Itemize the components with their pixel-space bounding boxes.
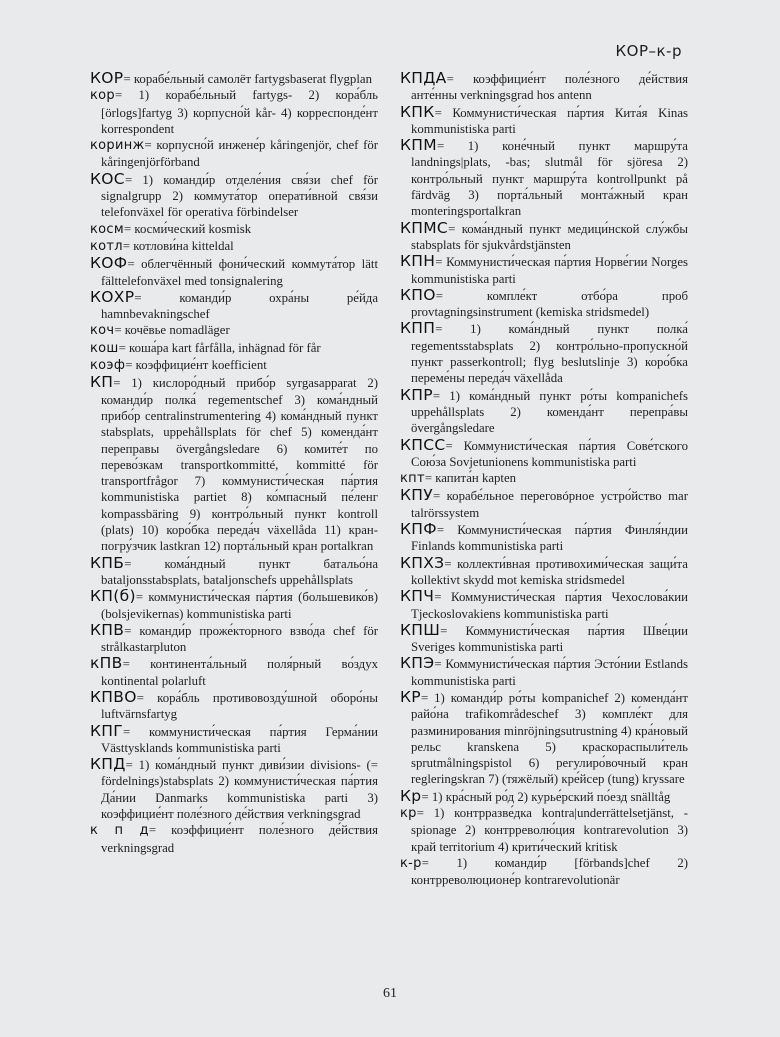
entry-headword: КПБ — [90, 553, 125, 572]
dictionary-entry — [90, 238, 378, 255]
entry-definition: = кора́бль противовозду́шной оборо́ны luftvärnsfartyg — [101, 690, 378, 722]
entry-headword: кр — [400, 806, 417, 822]
entry-definition: = 1) команди́р отделе́ния свя́зи chef för signalgrupp 2) коммута́тор операти́вной свя́зи telefonväxel för operativa förbindelser — [101, 172, 378, 220]
entry-headword: КР — [400, 687, 421, 706]
dictionary-entry — [400, 287, 688, 321]
entry-definition: = 1) кислоро́дный прибо́р syrgasapparat 2) команди́р полка́ regementschef 3) кома́ндный прибо́р centralinstrumentering 4) кома́ндный пункт stabsplats, uppehållsplats för chef 5) коменда́нт переправы övergångsledare 6) комите́т по перево́зкам transportkommitté, kommitté för transportfrågor 7) коммунисти́ческая па́ртия kommunistiska partiet 8) ко́мпасный пе́ленг kompassbäring 9) контро́льный пункт kontroll (plats) 10) коро́бка переда́ч växellåda 11) кран-погру́зчик lastkran 12) порта́льный кран portalkran — [101, 376, 378, 554]
page-number: 61 — [383, 986, 397, 1001]
dictionary-entry — [90, 70, 378, 87]
dictionary-entry — [400, 470, 688, 487]
entry-headword: КПК — [400, 102, 435, 121]
entry-headword: к п д — [90, 823, 149, 839]
entry-definition: = капита́н kapten — [424, 471, 517, 486]
dictionary-entry — [90, 171, 378, 221]
dictionary-entry — [90, 137, 378, 171]
entry-headword: КПО — [400, 285, 436, 304]
entry-headword: КПЭ — [400, 654, 435, 673]
dictionary-entry — [90, 255, 378, 289]
entry-definition: = Коммунисти́ческая па́ртия Сове́тского Сою́за Sovjetunionens kommunistiska parti — [411, 438, 688, 469]
entry-definition: = компле́кт отбо́ра проб provtagningsinstrument (kemiska stridsmedel) — [411, 288, 688, 320]
entry-definition: = 1) кра́сный ро́д 2) курье́рский по́езд snälltåg — [421, 789, 671, 804]
entry-headword: кор — [90, 88, 115, 104]
dictionary-entry — [90, 322, 378, 339]
entry-headword: КП(б) — [90, 587, 136, 606]
entry-definition: = 1) кома́ндный пункт полка́ regementsstabsplats 2) контро́льно-пропускно́й пункт passerkontroll; flyg beslutslinje 3) коро́бка переме́ны переда́ч växellåda — [411, 322, 688, 386]
dictionary-entry — [90, 87, 378, 137]
entry-headword: кПВ — [90, 654, 123, 673]
dictionary-entry — [90, 822, 378, 856]
dictionary-entry — [400, 387, 688, 437]
dictionary-entry — [90, 689, 378, 723]
entry-headword: КПСС — [400, 435, 446, 454]
dictionary-entry — [400, 137, 688, 219]
dictionary-entry — [90, 555, 378, 589]
dictionary-entry — [90, 756, 378, 822]
dictionary-entry — [90, 374, 378, 554]
entry-headword: КПН — [400, 252, 436, 271]
entry-headword: Кр — [400, 786, 422, 805]
dictionary-entry — [400, 622, 688, 656]
entry-headword: КПГ — [90, 721, 124, 740]
entry-definition: = 1) команди́р ро́ты kompanichef 2) коменда́нт райо́на trafikområdeschef 3) компле́кт для разминирования minröjningsutrustning 4) кра́новый рельс kranskena 5) краскораспыли́тель sprutmålningspistol 6) регулиро́вочный кран regleringskran 7) (тяжёлый) кре́йсер (tung) kryssare — [411, 690, 688, 787]
entry-definition: = кома́ндный пункт медици́нской слу́жбы stabsplats för sjukvårdstjänsten — [411, 221, 688, 252]
entry-headword: КПР — [400, 385, 433, 404]
entry-definition: = косми́ческий kosmisk — [123, 221, 252, 236]
dictionary-entry — [90, 588, 378, 622]
entry-definition: = кома́ндный пункт батальо́на bataljonsstabsplats, bataljonschefs uppehållsplats — [101, 556, 378, 587]
entry-definition: = Коммунисти́ческая па́ртия Эсто́нии Estlands kommunistiska parti — [411, 657, 688, 688]
dictionary-entry — [400, 437, 688, 471]
entry-definition: = Коммунисти́ческая па́ртия Кита́я Kinas kommunistiska parti — [411, 105, 688, 136]
dictionary-entry — [90, 655, 378, 689]
entry-definition: = коммунисти́ческая па́ртия Герма́нии Västtysklands kommunistiska parti — [101, 724, 378, 755]
dictionary-entry — [90, 289, 378, 323]
entry-definition: = континента́льный поля́рный во́здух kontinental polarluft — [101, 657, 378, 688]
entry-definition: = облегчённый фони́ческий коммута́тор lätt fälttelefonväxel med tonsignalering — [101, 257, 378, 288]
dictionary-entry — [90, 622, 378, 656]
entry-headword: кош — [90, 340, 119, 356]
dictionary-entry — [90, 723, 378, 757]
entry-definition: = корпусно́й инжене́р kåringenjör, chef för kåringenjörförband — [101, 138, 378, 170]
entry-definition: = Коммунисти́ческая па́ртия Финля́ндии Finlands kommunistiska parti — [411, 523, 688, 554]
entry-headword: КПВ — [90, 620, 125, 639]
entry-headword: коч — [90, 323, 115, 339]
entry-definition: = коэффицие́нт поле́зного де́йствия анте́нны verkningsgrad hos antenn — [411, 72, 688, 103]
left-column — [90, 70, 378, 856]
entry-definition: = Коммунисти́ческая па́ртия Норве́гии Norges kommunistiska parti — [411, 255, 688, 286]
dictionary-entry — [90, 357, 378, 374]
entry-headword: КОС — [90, 169, 125, 188]
entry-headword: КОФ — [90, 254, 128, 273]
dictionary-entry — [400, 855, 688, 889]
entry-headword: КПМС — [400, 218, 449, 237]
entry-headword: косм — [90, 221, 124, 237]
dictionary-entry — [400, 521, 688, 555]
entry-definition: = команди́р проже́кторного взво́да chef för strålkastarpluton — [101, 623, 378, 655]
dictionary-entry — [400, 220, 688, 254]
entry-definition: = котлови́на kitteldal — [122, 238, 234, 253]
dictionary-entry — [400, 555, 688, 589]
dictionary-entry — [90, 340, 378, 357]
entry-definition: = 1) кома́ндный пункт ро́ты kompanichefs uppehållsplats 2) коменда́нт перепра́вы övergångsledare — [411, 388, 688, 436]
dictionary-entry — [400, 253, 688, 287]
entry-definition: = коша́ра kart fårfålla, inhägnad för får — [118, 340, 321, 355]
entry-definition: = кочёвье nomadläger — [114, 323, 230, 338]
entry-headword: КОХР — [90, 287, 135, 306]
dictionary-entry — [400, 805, 688, 855]
entry-definition: = корабе́льное переговóрное устро́йство mar talrörssystem — [411, 489, 688, 520]
entry-headword: КПХЗ — [400, 553, 445, 572]
entry-headword: КПУ — [400, 486, 434, 505]
entry-headword: КПВО — [90, 687, 137, 706]
entry-definition: = 1) корабе́льный fartygs- 2) кора́бль [örlogs]fartyg 3) корпусно́й kår- 4) корреспонде́нт korrespondent — [101, 88, 378, 136]
dictionary-entry — [90, 221, 378, 238]
entry-definition: = Коммунисти́ческая па́ртия Чехослова́кии Tjeckoslovakiens kommunistiska parti — [411, 590, 688, 621]
entry-definition: = коэффицие́нт поле́зного де́йствия verkningsgrad — [101, 823, 378, 855]
dictionary-entry — [400, 689, 688, 788]
entry-definition: = 1) команди́р [förbands]chef 2) контрреволюционе́р kontrarevolutionär — [411, 855, 688, 888]
entry-definition: = коллекти́вная противохими́ческая защи́та kollektivt skydd mot kemiska stridsmedel — [411, 556, 688, 587]
entry-headword: коринж — [90, 138, 145, 154]
running-head: КОР–к-р — [615, 42, 682, 60]
entry-headword: КПП — [400, 319, 436, 338]
entry-headword: КПФ — [400, 520, 437, 539]
dictionary-entry — [400, 588, 688, 622]
entry-definition: = коэффицие́нт koefficient — [125, 358, 267, 373]
dictionary-entry — [400, 487, 688, 521]
entry-headword: КПД — [90, 755, 126, 774]
entry-headword: КОР — [90, 69, 124, 87]
entry-definition: = 1) коне́чный пункт маршру́та landnings|plats, -bas; slutmål för sjöresa 2) контро́льный пункт маршру́та kontrollpunkt på färdväg 3) порта́льный монта́жный кран monteringsportalkran — [411, 139, 688, 219]
entry-headword: к-р — [400, 855, 422, 871]
entry-headword: КПЧ — [400, 587, 435, 606]
right-column — [400, 70, 688, 889]
entry-headword: коэф — [90, 358, 126, 374]
entry-definition: = 1) контрразве́дка kontra|underrättelsetjänst, -spionage 2) контрреволю́ция kontrarevolution 3) край territorium 4) крити́ческий kritisk — [411, 806, 688, 854]
entry-definition: = команди́р охра́ны ре́йда hamnbevakningschef — [101, 290, 378, 322]
dictionary-entry — [400, 788, 688, 805]
dictionary-entry — [400, 655, 688, 689]
entry-headword: КПШ — [400, 620, 441, 639]
dictionary-entry — [400, 104, 688, 138]
dictionary-entry — [400, 70, 688, 104]
entry-definition: = корабе́льный самолёт fartygsbaserat flygplan — [123, 72, 372, 86]
entry-headword: котл — [90, 238, 123, 254]
entry-headword: КПДА — [400, 69, 447, 87]
entry-definition: = коммунисти́ческая па́ртия (большевико́в) (bolsjevikernas) kommunistiska parti — [101, 590, 378, 621]
dictionary-entry — [400, 320, 688, 386]
entry-headword: КП — [90, 373, 114, 392]
entry-definition: = 1) кома́ндный пункт диви́зии divisions- (= fördelnings)stabsplats 2) коммунисти́ческая па́ртия Да́нии Danmarks kommunistiska parti 3) коэффицие́нт поле́зного де́йствия verkningsgrad — [101, 758, 378, 822]
entry-headword: кпт — [400, 471, 425, 487]
entry-definition: = Коммунисти́ческая па́ртия Шве́ции Sveriges kommunistiska parti — [411, 623, 688, 655]
entry-headword: КПМ — [400, 136, 437, 155]
